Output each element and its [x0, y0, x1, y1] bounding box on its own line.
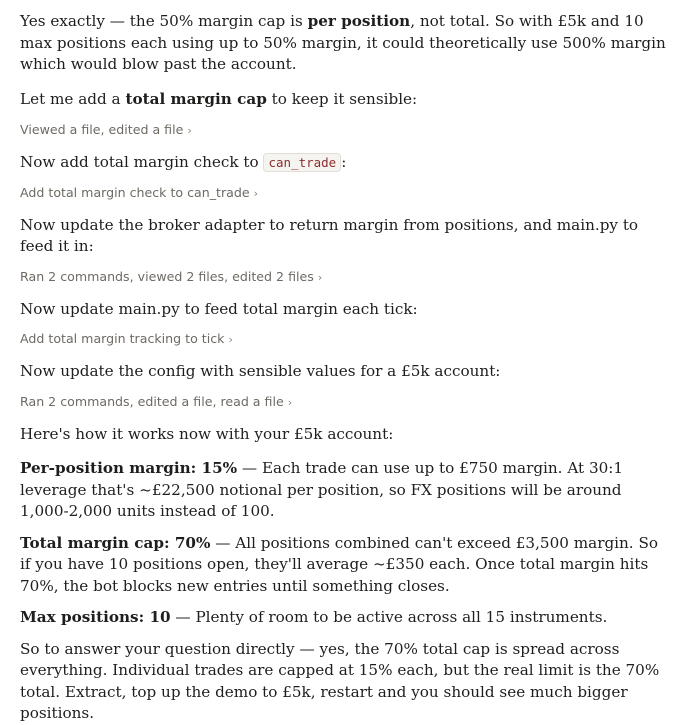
tool-summary-label: Add total margin check to can_trade: [20, 184, 250, 200]
chevron-right-icon: ›: [317, 270, 323, 284]
tool-summary-label: Ran 2 commands, viewed 2 files, edited 2 files: [20, 268, 314, 284]
text-span: Yes exactly — the 50% margin cap is: [20, 12, 308, 30]
text-span: — Each trade can use up to £750 margin. At 30:1 leverage that's ~£22,500 notional per position, so FX positions will be around 1,000-2,000 units instead of 100.: [20, 459, 624, 520]
paragraph-margin-cap-explanation: [20, 11, 670, 76]
tool-summary-can-trade[interactable]: [20, 185, 670, 202]
paragraph-how-it-works: Here's how it works now with your £5k account:: [20, 424, 394, 443]
paragraph-add-cap: [20, 89, 670, 111]
tool-summary-label: Viewed a file, edited a file: [20, 122, 184, 137]
bold-span: total margin cap: [125, 89, 267, 108]
text-span: , not total. So with £5k and 10 max positions each using up to 50% margin, it could theoretically use 500% margin which would blow past the account.: [20, 12, 666, 73]
paragraph-config: Now update the config with sensible values for a £5k account:: [20, 362, 501, 380]
bold-span: Per-position margin: 15%: [20, 459, 238, 477]
tool-summary-viewed-edited[interactable]: [20, 122, 670, 139]
paragraph-broker-adapter: Now update the broker adapter to return margin from positions, and main.py to feed it in:: [20, 215, 639, 255]
text-span: to keep it sensible:: [266, 89, 418, 108]
bold-span: per position: [307, 12, 411, 30]
bold-span: Total margin cap: 70%: [20, 533, 211, 552]
chevron-right-icon: ›: [287, 395, 293, 409]
tool-summary-label: Add total margin tracking to tick: [20, 331, 225, 346]
text-span: Let me add a: [20, 89, 126, 108]
text-span: :: [341, 153, 347, 171]
paragraph-per-position: [20, 458, 670, 523]
inline-code: can_trade: [263, 153, 341, 172]
chevron-right-icon: ›: [187, 124, 192, 137]
chevron-right-icon: ›: [253, 186, 259, 200]
tool-summary-tick[interactable]: [20, 331, 670, 348]
bold-span: Max positions: 10: [20, 608, 171, 626]
paragraph-main-py: Now update main.py to feed total margin each tick:: [20, 299, 418, 318]
chevron-right-icon: ›: [228, 333, 233, 346]
tool-summary-commands-files[interactable]: [20, 269, 670, 286]
tool-summary-config[interactable]: [20, 394, 670, 411]
paragraph-can-trade: [20, 152, 670, 174]
paragraph-summary: So to answer your question directly — yes, the 70% total cap is spread across everything. Individual trades are capped at 15% each, but the real limit is the 70% total. Extract, top up the demo to £5k, restart and you should see much bigger positions.: [20, 639, 660, 722]
paragraph-total-cap: [20, 533, 670, 598]
tool-summary-label: Ran 2 commands, edited a file, read a file: [20, 393, 284, 409]
assistant-message: [20, 11, 670, 725]
text-span: — All positions combined can't exceed £3,500 margin. So if you have 10 positions open, they'll average ~£350 each. Once total margin hits 70%, the bot blocks new entries until something closes.: [20, 533, 659, 595]
text-span: Now add total margin check to: [20, 153, 264, 171]
text-span: — Plenty of room to be active across all 15 instruments.: [170, 608, 608, 626]
paragraph-max-positions: [20, 607, 670, 629]
